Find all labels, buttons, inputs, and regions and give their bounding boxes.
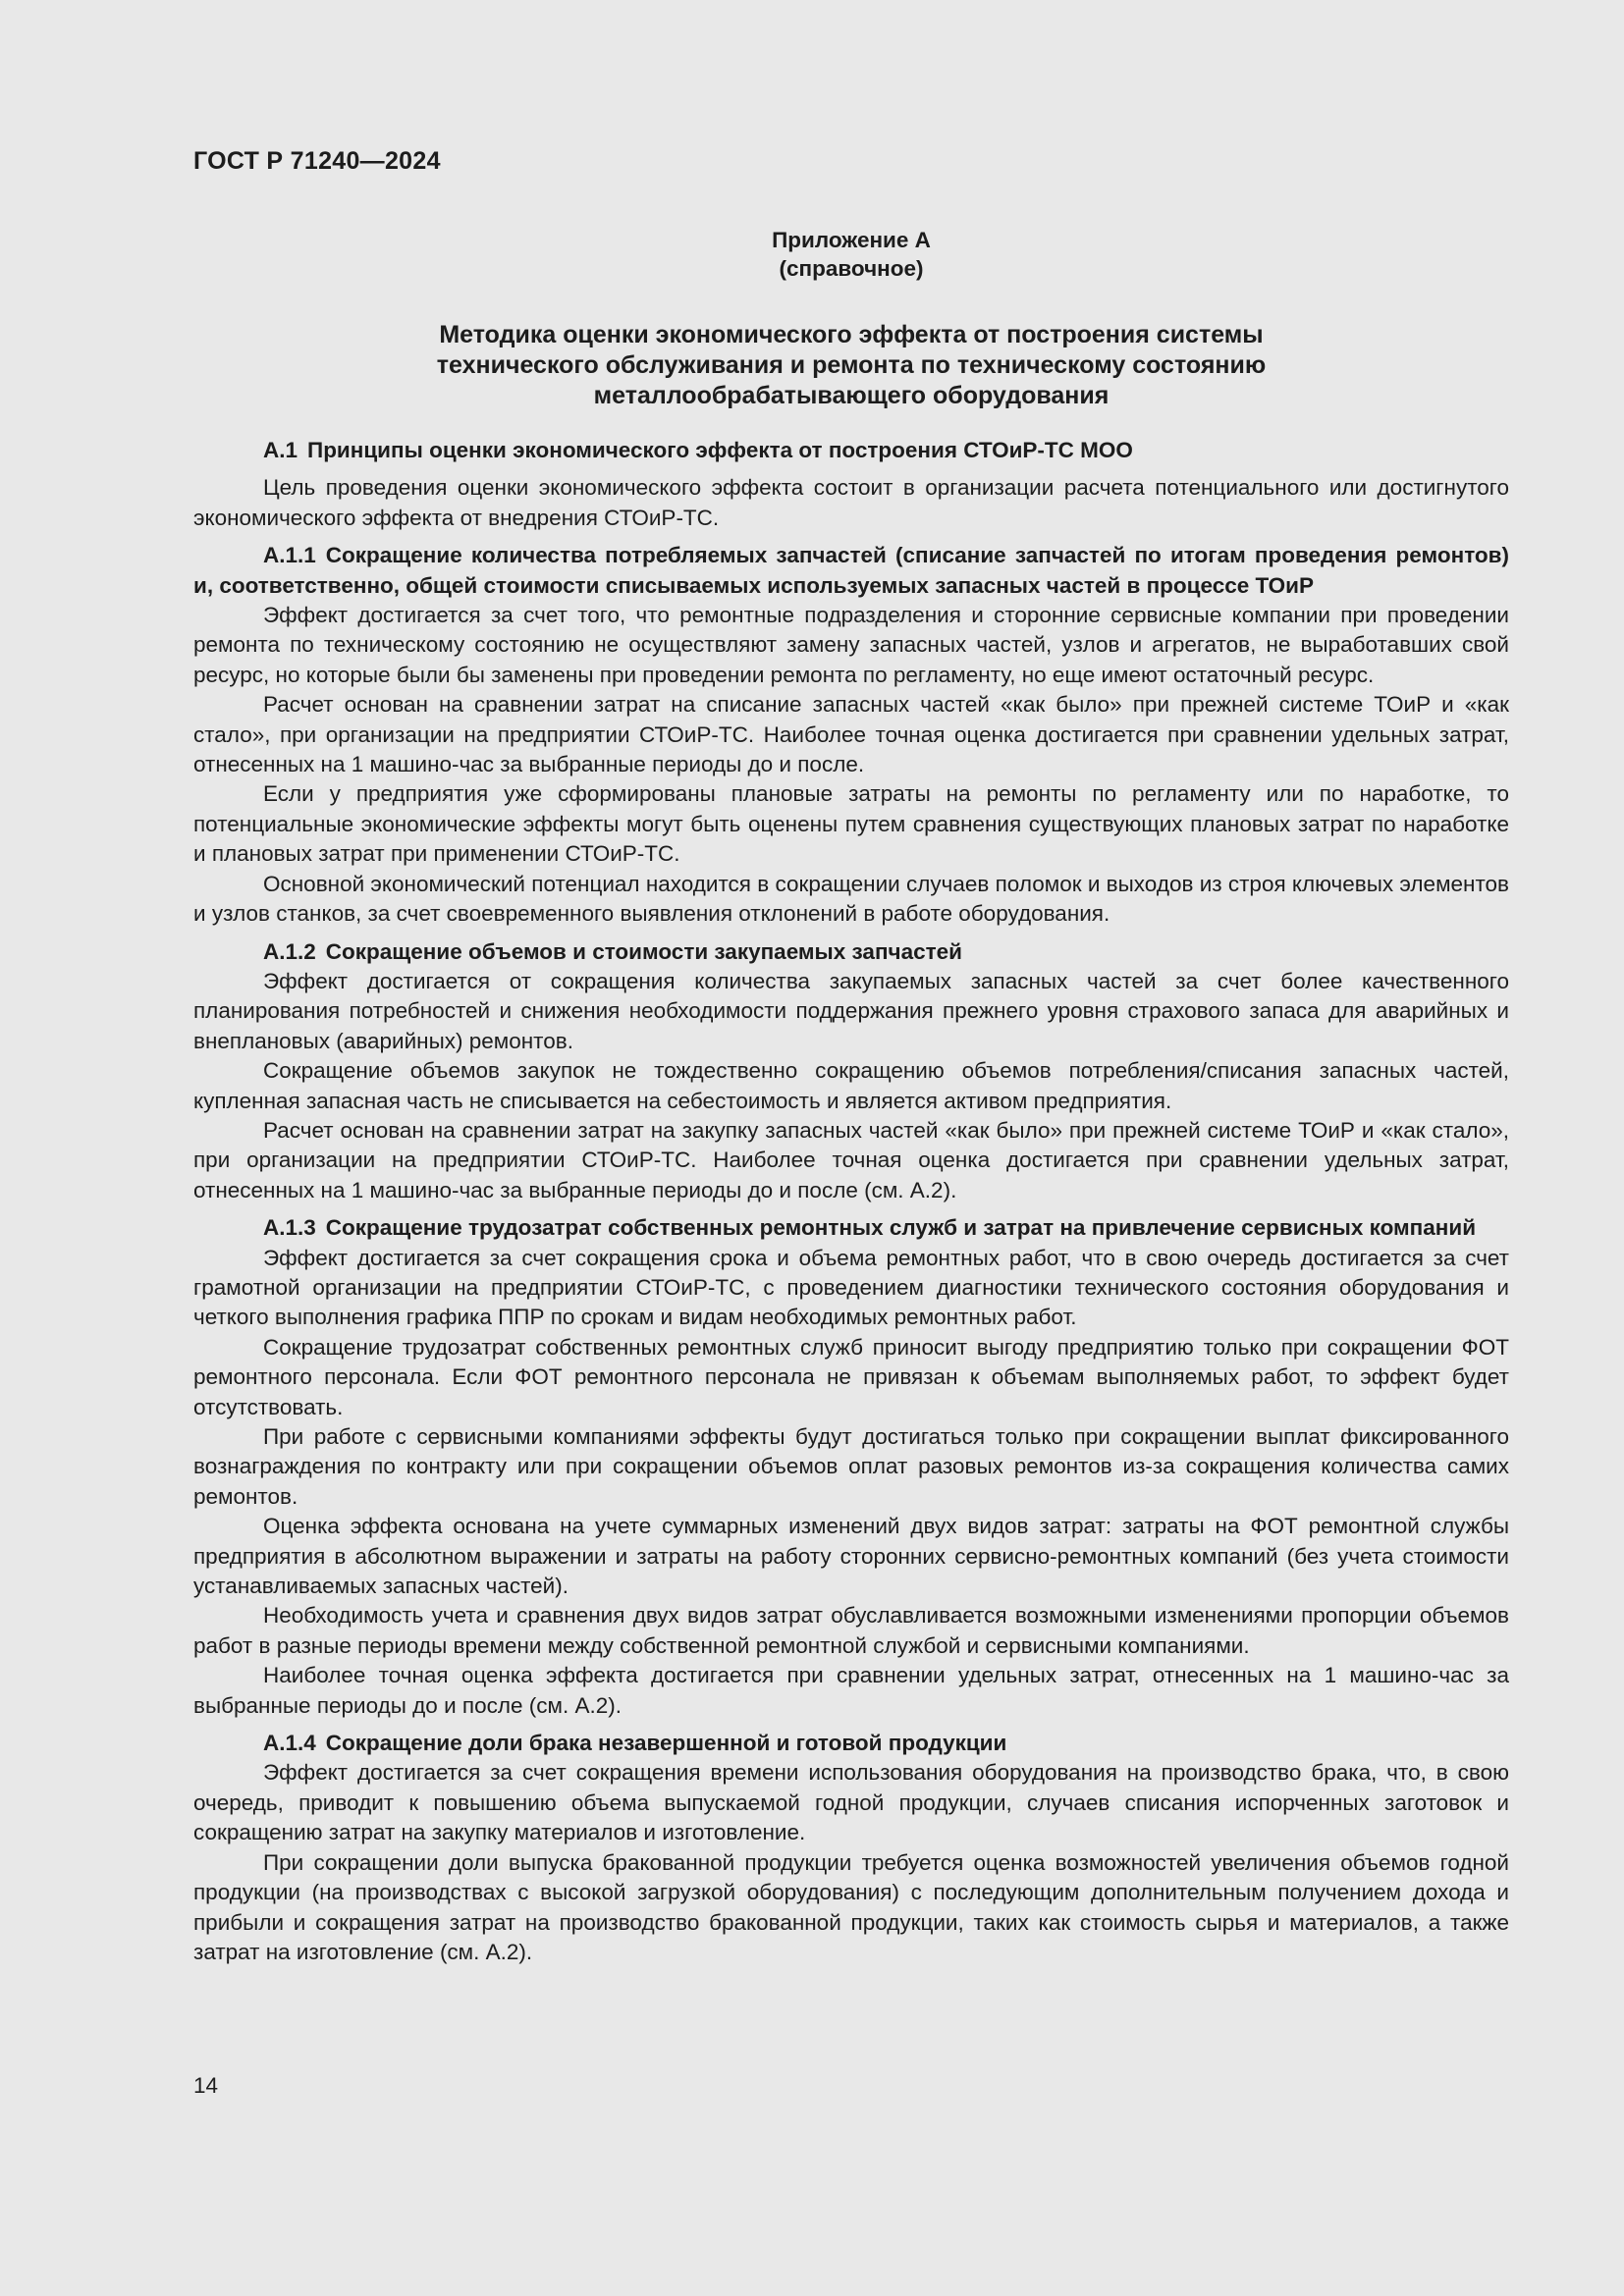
paragraph: Цель проведения оценки экономического эффекта состоит в организации расчета потенциального или достигнутого экономического эффекта от внедрения СТОиР-ТС. (193, 475, 1509, 530)
paragraph: Оценка эффекта основана на учете суммарных изменений двух видов затрат: затраты на ФОТ ремонтной службы предприятия в абсолютном выражении и затраты на работу сторонних сервисно-ремонтных компаний (без учета стоимости устанавливаемых запасных частей). (193, 1514, 1509, 1599)
paragraph: Расчет основан на сравнении затрат на списание запасных частей «как было» при прежней системе ТОиР и «как стало», при организации на предприятии СТОиР-ТС. Наиболее точная оценка достигается при сравнении удельных затрат, отнесенных на 1 машино-час за выбранные периоды до и после. (193, 692, 1509, 777)
section-title: Принципы оценки экономического эффекта от построения СТОиР-ТС МОО (307, 438, 1133, 462)
paragraph: Эффект достигается за счет сокращения времени использования оборудования на производство брака, что, в свою очередь, приводит к повышению объема выпускаемой годной продукции, случаев списания испорченных заготовок и сокращению затрат на закупку материалов и изготовление. (193, 1760, 1509, 1845)
paragraph: Эффект достигается за счет сокращения срока и объема ремонтных работ, что в свою очередь достигается за счет грамотной организации на предприятии СТОиР-ТС, с проведением диагностики технического состояния оборудования и четкого выполнения графика ППР по срокам и видам необходимых ремонтных работ. (193, 1245, 1509, 1330)
title-line: металлообрабатывающего оборудования (593, 382, 1110, 409)
appendix-heading (193, 226, 1509, 283)
paragraph: Сокращение трудозатрат собственных ремонтных служб приносит выгоду предприятию только при сокращении ФОТ ремонтного персонала. Если ФОТ ремонтного персонала не привязан к объемам выполняемых работ, то эффект будет отсутствовать. (193, 1334, 1509, 1419)
section-title: Сокращение трудозатрат собственных ремонтных служб и затрат на привлечение сервисных компаний (325, 1215, 1477, 1241)
section-number: А.1 (263, 438, 298, 462)
paragraph: Если у предприятия уже сформированы плановые затраты на ремонты по регламенту или по наработке, то потенциальные экономические эффекты могут быть оценены путем сравнения существующих плановых затрат по наработке и плановых затрат при применении СТОиР-ТС. (193, 781, 1509, 867)
section-number: А.1.4 (263, 1731, 316, 1756)
section-title: Сокращение количества потребляемых запчастей (списание запчастей по итогам проведения ремонтов) и, соответственно, общей стоимости списываемых используемых запасных частей в процессе ТОиР (193, 543, 1509, 598)
section-number: А.1.2 (263, 938, 316, 964)
title-line: Методика оценки экономического эффекта от построения системы (439, 321, 1264, 348)
paragraph: Расчет основан на сравнении затрат на закупку запасных частей «как было» при прежней системе ТОиР и «как стало», при организации на предприятии СТОиР-ТС. Наиболее точная оценка достигается при сравнении удельных затрат, отнесенных на 1 машино-час за выбранные периоды до и после (см. А.2). (193, 1117, 1509, 1202)
section-heading-a11 (193, 541, 1509, 601)
title-line: технического обслуживания и ремонта по техническому состоянию (436, 351, 1267, 379)
section-number: А.1.3 (263, 1215, 316, 1241)
section-title: Сокращение доли брака незавершенной и готовой продукции (325, 1731, 1007, 1756)
section-heading-a12 (193, 937, 1509, 967)
paragraph: Наиболее точная оценка эффекта достигается при сравнении удельных затрат, отнесенных на 1 машино-час за выбранные периоды до и после (см. А.2). (193, 1663, 1509, 1718)
paragraph: Эффект достигается от сокращения количества закупаемых запасных частей за счет более качественного планирования потребностей и снижения необходимости поддержания прежнего уровня страхового запаса для аварийных и внеплановых (аварийных) ремонтов. (193, 968, 1509, 1053)
document-body (193, 436, 1509, 1967)
paragraph: Сокращение объемов закупок не тождественно сокращению объемов потребления/списания запасных частей, купленная запасная часть не списывается на себестоимость и является активом предприятия. (193, 1058, 1509, 1113)
standard-id: ГОСТ Р 71240—2024 (193, 147, 441, 175)
section-number: А.1.1 (263, 543, 316, 568)
section-heading-a14 (193, 1729, 1509, 1758)
section-heading-a1 (193, 436, 1509, 465)
paragraph: Эффект достигается за счет того, что ремонтные подразделения и сторонние сервисные компании при проведении ремонта по техническому состоянию не осуществляют замену запасных частей, узлов и агрегатов, не выработавших свой ресурс, но которые были бы заменены при проведении ремонта по регламенту, но еще имеют остаточный ресурс. (193, 603, 1509, 687)
page-number: 14 (193, 2073, 219, 2098)
paragraph: Необходимость учета и сравнения двух видов затрат обуславливается возможными изменениями пропорции объемов работ в разные периоды времени между собственной ремонтной службой и сервисными компаниями. (193, 1603, 1509, 1658)
appendix-title (193, 320, 1509, 411)
paragraph: Основной экономический потенциал находится в сокращении случаев поломок и выходов из строя ключевых элементов и узлов станков, за счет своевременного выявления отклонений в работе оборудования. (193, 871, 1509, 927)
paragraph: При сокращении доли выпуска бракованной продукции требуется оценка возможностей увеличения объемов годной продукции (на производствах с высокой загрузкой оборудования) с последующим дополнительным получением дохода и прибыли и сокращения затрат на производство бракованной продукции, таких как стоимость сырья и материалов, а также затрат на изготовление (см. А.2). (193, 1849, 1509, 1964)
appendix-label: Приложение А (772, 228, 931, 252)
section-heading-a13 (193, 1213, 1509, 1243)
appendix-kind: (справочное) (779, 256, 924, 281)
section-title: Сокращение объемов и стоимости закупаемых запчастей (325, 938, 962, 964)
paragraph: При работе с сервисными компаниями эффекты будут достигаться только при сокращении выплат фиксированного вознаграждения по контракту или при сокращении объемов оплат разовых ремонтов из-за сокращения количества самих ремонтов. (193, 1424, 1509, 1509)
